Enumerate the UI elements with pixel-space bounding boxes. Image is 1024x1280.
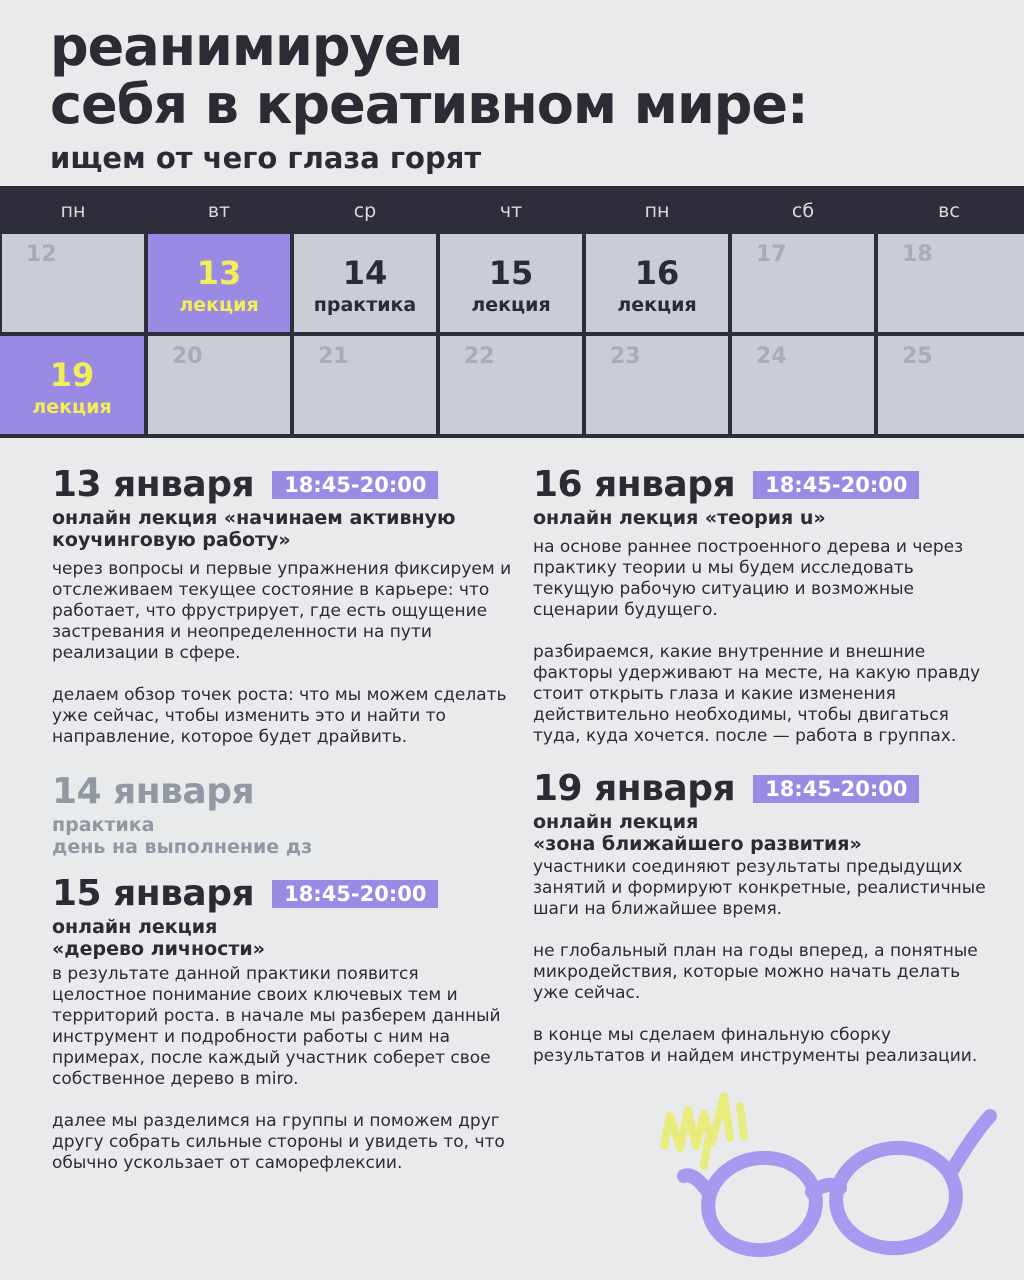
schedule-right-column xyxy=(533,463,993,1081)
calendar-day xyxy=(148,336,290,434)
event-description: на основе раннее построенного дерева и через практику теории u мы будем исследовать текущую рабочую ситуацию и возможные сценарии будущего. разбираемся, какие внутренние и внешние факторы удерживают на месте, на какую правду стоит открыть глаза и какие изменения действительно необходимы, чтобы двигаться туда, куда хочется. после — работа в группах. xyxy=(533,537,981,746)
calendar-day xyxy=(878,234,1024,332)
event-title: онлайн лекция «теория u» xyxy=(533,507,826,529)
event-15-january xyxy=(52,872,512,1174)
event-title: онлайн лекция «зона ближайшего развития» xyxy=(533,811,862,855)
event-16-january xyxy=(533,463,993,747)
day-number: 24 xyxy=(756,344,787,369)
event-time-badge: 18:45-20:00 xyxy=(272,471,438,499)
weekday-fri: пн xyxy=(644,200,670,222)
event-date: 15 января xyxy=(52,873,255,914)
event-description: через вопросы и первые упражнения фиксируем и отслеживаем текущее состояние в карьере: что работает, что фрустрирует, где есть ощущение застревания и неопределенности на пути реализации в сфере. делаем обзор точек роста: что мы можем сделать уже сейчас, чтобы изменить это и найти то направление, которое будет драйвить. xyxy=(52,559,512,747)
calendar xyxy=(0,186,1024,438)
calendar-day xyxy=(586,336,728,434)
day-label: лекция xyxy=(179,294,259,316)
weekday-thu: чт xyxy=(499,200,523,222)
calendar-day xyxy=(732,336,874,434)
event-date: 16 января xyxy=(533,464,736,505)
day-number: 20 xyxy=(172,344,203,369)
weekday-mon: пн xyxy=(60,200,86,222)
subtitle: ищем от чего глаза горят xyxy=(50,141,482,175)
day-label: лекция xyxy=(617,294,697,316)
scribble-doodle-icon xyxy=(664,1096,744,1166)
event-time-badge: 18:45-20:00 xyxy=(272,880,438,908)
event-date: 19 января xyxy=(533,768,736,809)
event-time-badge: 18:45-20:00 xyxy=(753,775,919,803)
day-label: лекция xyxy=(32,396,112,418)
title-line-1: реанимируем xyxy=(50,15,463,78)
event-description: в результате данной практики появится целостное понимание своих ключевых тем и территорий роста. в начале мы разберем данный инструмент и подробности работы с ним на примерах, после каждый участник соберет свое собственное дерево в miro. далее мы разделимся на группы и поможем друг другу собрать сильные стороны и увидеть то, что обычно ускользает от саморефлексии. xyxy=(52,964,505,1173)
day-number: 12 xyxy=(26,242,57,267)
calendar-day-highlighted xyxy=(148,234,290,332)
event-title: онлайн лекция «начинаем активную коучинговую работу» xyxy=(52,507,456,551)
day-label: практика xyxy=(313,294,417,316)
calendar-day xyxy=(732,234,874,332)
title-block xyxy=(50,15,808,178)
weekday-sat: сб xyxy=(791,200,815,222)
glasses-doodle-icon xyxy=(644,1076,1004,1266)
weekday-sun: вс xyxy=(938,200,960,222)
event-time-badge: 18:45-20:00 xyxy=(753,471,919,499)
day-number: 18 xyxy=(902,242,933,267)
day-number: 21 xyxy=(318,344,349,369)
title-line-2: себя в креативном мире: xyxy=(50,73,808,136)
event-description: участники соединяют результаты предыдущих занятий и формируют конкретные, реалистичные шаги на ближайшее время. не глобальный план на годы вперед, а понятные микродействия, которые можно начать делать уже сейчас. в конце мы сделаем финальную сборку результатов и найдем инструменты реализации. xyxy=(533,857,986,1066)
calendar-day-event xyxy=(440,234,582,332)
calendar-day-highlighted xyxy=(0,336,144,434)
calendar-day-event xyxy=(294,234,436,332)
calendar-day xyxy=(294,336,436,434)
weekday-tue: вт xyxy=(207,200,231,222)
event-14-january xyxy=(52,770,512,858)
event-title: онлайн лекция «дерево личности» xyxy=(52,916,265,960)
event-13-january xyxy=(52,463,512,748)
day-number: 22 xyxy=(464,344,495,369)
day-number: 23 xyxy=(610,344,641,369)
event-date: 13 января xyxy=(52,464,255,505)
day-number: 13 xyxy=(196,254,242,292)
event-19-january xyxy=(533,767,993,1067)
event-title: практика день на выполнение дз xyxy=(52,814,313,858)
day-label: лекция xyxy=(471,294,551,316)
calendar-day-event xyxy=(586,234,728,332)
schedule-left-column xyxy=(52,463,512,1188)
day-number: 15 xyxy=(488,254,534,292)
calendar-day xyxy=(2,234,144,332)
calendar-day xyxy=(440,336,582,434)
day-number: 14 xyxy=(342,254,388,292)
day-number: 16 xyxy=(634,254,680,292)
event-date: 14 января xyxy=(52,771,255,812)
day-number: 19 xyxy=(49,356,95,394)
calendar-day xyxy=(878,336,1024,434)
day-number: 17 xyxy=(756,242,787,267)
day-number: 25 xyxy=(902,344,933,369)
weekday-wed: ср xyxy=(353,200,377,222)
